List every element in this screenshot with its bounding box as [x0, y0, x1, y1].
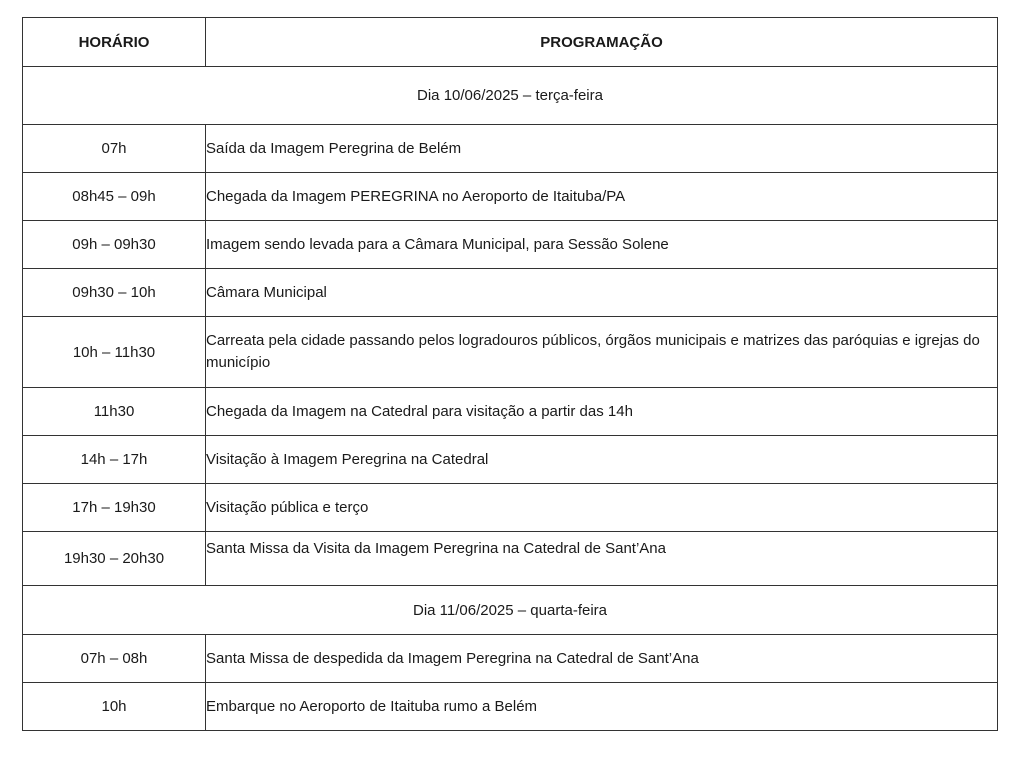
day-1-label: Dia 10/06/2025 – terça-feira [23, 67, 998, 125]
row-time: 14h – 17h [23, 436, 206, 484]
time-column-header: HORÁRIO [23, 18, 206, 67]
schedule-row [23, 683, 998, 731]
schedule-row [23, 436, 998, 484]
row-program: Câmara Municipal [206, 269, 998, 317]
schedule-row [23, 269, 998, 317]
row-program: Santa Missa da Visita da Imagem Peregrina na Catedral de Sant’Ana [206, 532, 998, 586]
row-program: Santa Missa de despedida da Imagem Peregrina na Catedral de Sant’Ana [206, 635, 998, 683]
header-row [23, 18, 998, 67]
row-time: 17h – 19h30 [23, 484, 206, 532]
row-time: 10h [23, 683, 206, 731]
day-header-row [23, 67, 998, 125]
schedule-table [22, 17, 998, 731]
row-program: Chegada da Imagem na Catedral para visitação a partir das 14h [206, 388, 998, 436]
row-time: 09h – 09h30 [23, 221, 206, 269]
row-program: Embarque no Aeroporto de Itaituba rumo a Belém [206, 683, 998, 731]
program-column-header: PROGRAMAÇÃO [206, 18, 998, 67]
schedule-row [23, 635, 998, 683]
row-program: Carreata pela cidade passando pelos logradouros públicos, órgãos municipais e matrizes das paróquias e igrejas do município [206, 317, 998, 388]
row-program: Imagem sendo levada para a Câmara Municipal, para Sessão Solene [206, 221, 998, 269]
schedule-row [23, 484, 998, 532]
row-program: Chegada da Imagem PEREGRINA no Aeroporto de Itaituba/PA [206, 173, 998, 221]
row-time: 09h30 – 10h [23, 269, 206, 317]
row-time: 10h – 11h30 [23, 317, 206, 388]
row-time: 08h45 – 09h [23, 173, 206, 221]
schedule-row [23, 388, 998, 436]
row-program: Saída da Imagem Peregrina de Belém [206, 125, 998, 173]
schedule-row [23, 125, 998, 173]
row-time: 19h30 – 20h30 [23, 532, 206, 586]
day-header-row [23, 586, 998, 635]
day-2-label: Dia 11/06/2025 – quarta-feira [23, 586, 998, 635]
row-time: 11h30 [23, 388, 206, 436]
row-time: 07h – 08h [23, 635, 206, 683]
row-program: Visitação à Imagem Peregrina na Catedral [206, 436, 998, 484]
schedule-row [23, 317, 998, 388]
schedule-row [23, 173, 998, 221]
schedule-row [23, 221, 998, 269]
row-program: Visitação pública e terço [206, 484, 998, 532]
schedule-row [23, 532, 998, 586]
row-time: 07h [23, 125, 206, 173]
